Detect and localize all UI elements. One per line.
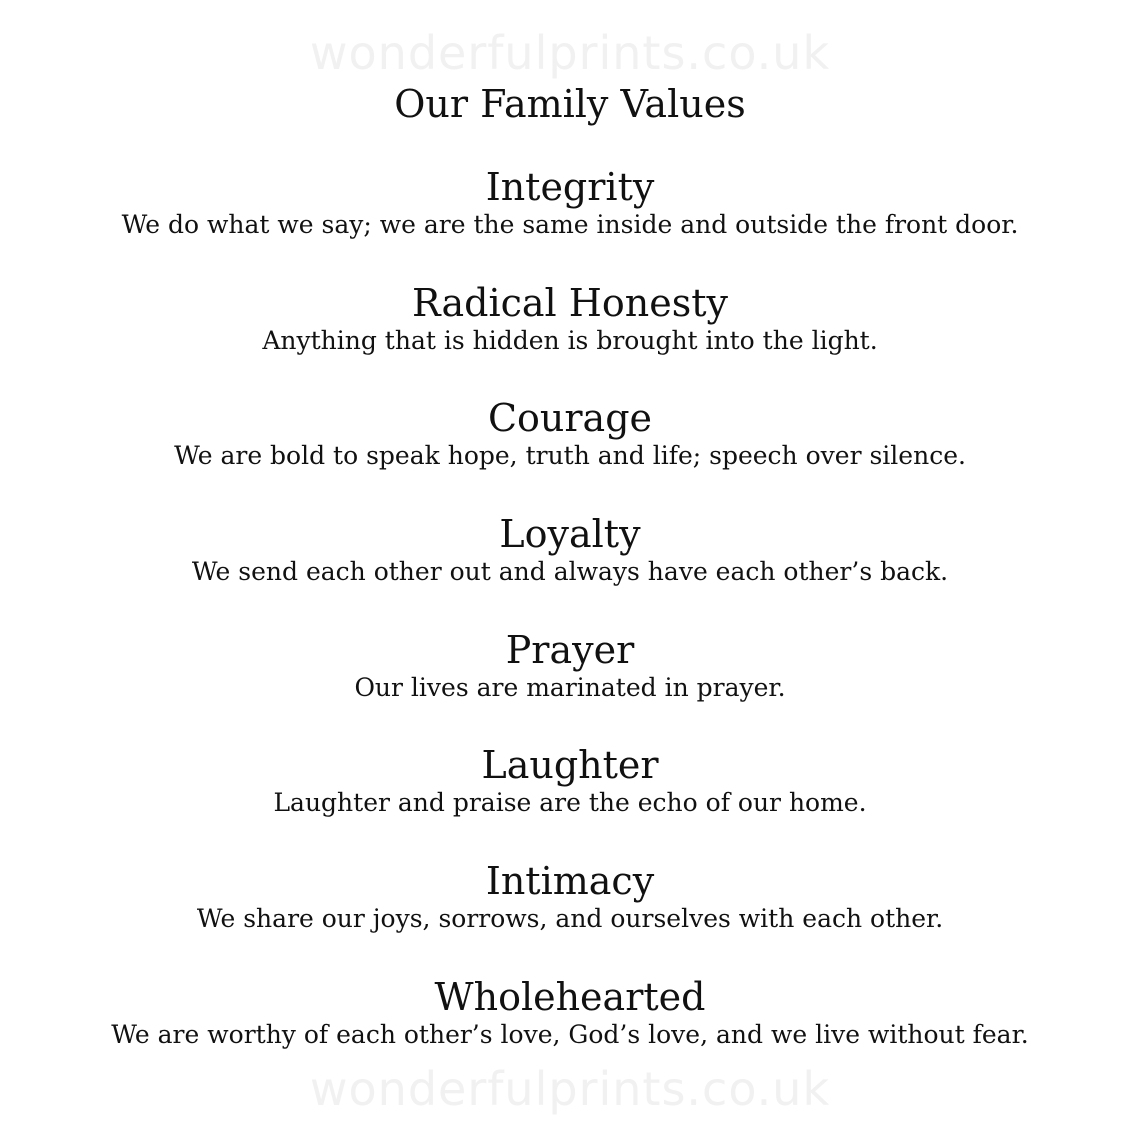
value-item-integrity (0, 164, 1140, 280)
value-heading: Loyalty (499, 512, 641, 557)
value-description: We send each other out and always have each other’s back. (191, 557, 949, 587)
value-item-laughter (0, 742, 1140, 858)
watermark-bottom: wonderfulprints.co.uk (309, 1062, 831, 1116)
value-heading: Prayer (505, 627, 635, 672)
value-item-loyalty (0, 511, 1140, 627)
value-heading: Laughter (481, 743, 659, 788)
value-item-radical-honesty (0, 280, 1140, 396)
value-description: We share our joys, sorrows, and ourselves with each other. (196, 904, 944, 934)
value-heading: Courage (487, 396, 653, 441)
values-list (0, 164, 1140, 1090)
value-item-courage (0, 395, 1140, 511)
value-description: Laughter and praise are the echo of our home. (273, 788, 867, 818)
value-item-intimacy (0, 858, 1140, 974)
value-heading: Wholehearted (434, 974, 706, 1019)
value-heading: Radical Honesty (411, 280, 728, 325)
value-description: Anything that is hidden is brought into the light. (262, 325, 878, 355)
value-heading: Integrity (485, 165, 655, 209)
value-heading: Intimacy (485, 859, 655, 904)
watermark-top: wonderfulprints.co.uk (309, 26, 831, 80)
value-item-prayer (0, 627, 1140, 743)
value-description: We are worthy of each other’s love, God’s love, and we live without fear. (111, 1019, 1029, 1049)
value-description: We are bold to speak hope, truth and life; speech over silence. (174, 441, 966, 471)
page-title: Our Family Values (394, 82, 746, 126)
value-description: Our lives are marinated in prayer. (354, 672, 786, 702)
value-description: We do what we say; we are the same inside and outside the front door. (121, 210, 1019, 239)
